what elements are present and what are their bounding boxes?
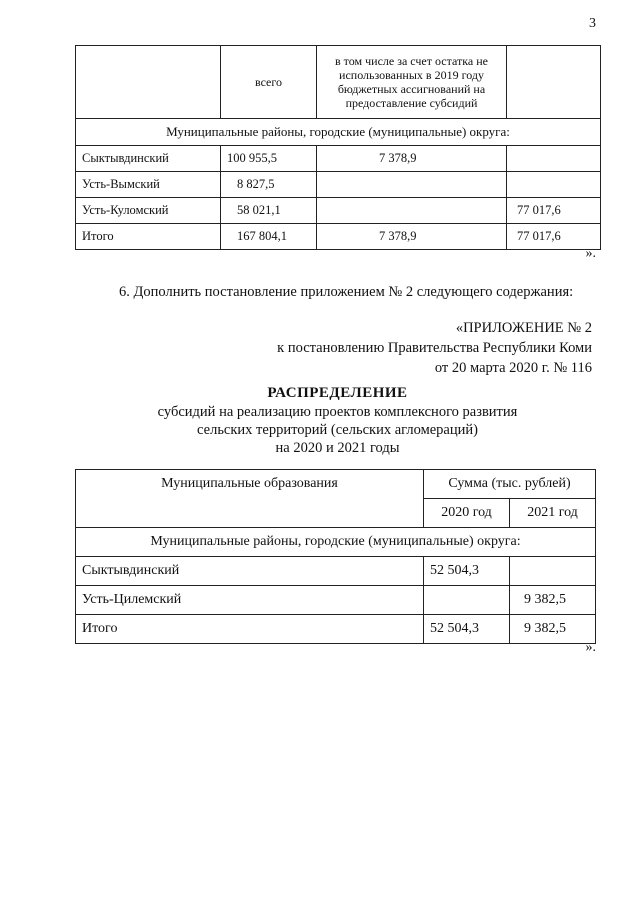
row-2020: 52 504,3 <box>424 615 510 644</box>
table-row-total <box>76 224 601 250</box>
header-municipalities: Муниципальные образования <box>76 470 424 528</box>
table-row <box>76 198 601 224</box>
row-name: Сыктывдинский <box>76 557 424 586</box>
row-remainder <box>317 172 507 198</box>
row-other: 77 017,6 <box>507 198 601 224</box>
group-label: Муниципальные районы, городские (муниципальные) округа: <box>76 528 596 557</box>
row-name: Усть-Цилемский <box>76 586 424 615</box>
header-year-2021: 2021 год <box>510 499 596 528</box>
row-total: 8 827,5 <box>221 172 317 198</box>
appendix-line-1: «ПРИЛОЖЕНИЕ № 2 <box>455 320 592 336</box>
row-remainder: 7 378,9 <box>317 146 507 172</box>
row-2021 <box>510 557 596 586</box>
table-row <box>76 146 601 172</box>
header-sum: Сумма (тыс. рублей) <box>424 470 596 499</box>
table-row <box>76 172 601 198</box>
row-remainder: 7 378,9 <box>317 224 507 250</box>
row-name: Итого <box>76 615 424 644</box>
table-row <box>76 586 596 615</box>
table-row <box>76 557 596 586</box>
row-name: Усть-Вымский <box>76 172 221 198</box>
table1-closing-quote: ». <box>585 246 596 261</box>
row-name: Сыктывдинский <box>76 146 221 172</box>
row-remainder <box>317 198 507 224</box>
row-other <box>507 146 601 172</box>
title-line-1: субсидий на реализацию проектов комплексного развития <box>157 404 518 420</box>
row-name: Итого <box>76 224 221 250</box>
subsidy-table-2 <box>75 469 596 644</box>
appendix-line-2: к постановлению Правительства Республики Коми <box>277 340 592 356</box>
row-total: 100 955,5 <box>221 146 317 172</box>
header-cell-name <box>76 46 221 119</box>
paragraph-6: 6. Дополнить постановление приложением № 2 следующего содержания: <box>119 284 574 300</box>
table-row-total <box>76 615 596 644</box>
row-total: 58 021,1 <box>221 198 317 224</box>
title-line-3: на 2020 и 2021 годы <box>275 440 400 456</box>
appendix-line-3: от 20 марта 2020 г. № 116 <box>434 360 592 376</box>
table-header-row <box>76 470 596 499</box>
document-title: РАСПРЕДЕЛЕНИЕ <box>267 385 408 401</box>
group-row <box>76 119 601 146</box>
header-year-2020: 2020 год <box>424 499 510 528</box>
row-2020: 52 504,3 <box>424 557 510 586</box>
title-line-2: сельских территорий (сельских агломераций) <box>197 422 478 438</box>
header-cell-other <box>507 46 601 119</box>
row-name: Усть-Куломский <box>76 198 221 224</box>
page-number: 3 <box>589 16 596 31</box>
group-label: Муниципальные районы, городские (муниципальные) округа: <box>76 119 601 146</box>
row-total: 167 804,1 <box>221 224 317 250</box>
row-other <box>507 172 601 198</box>
table-header-row <box>76 46 601 119</box>
row-other: 77 017,6 <box>507 224 601 250</box>
group-row <box>76 528 596 557</box>
header-cell-remainder: в том числе за счет остатка не использованных в 2019 году бюджетных ассигнований на предоставление субсидий <box>317 46 507 119</box>
row-2021: 9 382,5 <box>510 586 596 615</box>
table2-closing-quote: ». <box>585 640 596 655</box>
row-2020 <box>424 586 510 615</box>
row-2021: 9 382,5 <box>510 615 596 644</box>
header-cell-total: всего <box>221 46 317 119</box>
subsidy-table-1 <box>75 45 601 250</box>
